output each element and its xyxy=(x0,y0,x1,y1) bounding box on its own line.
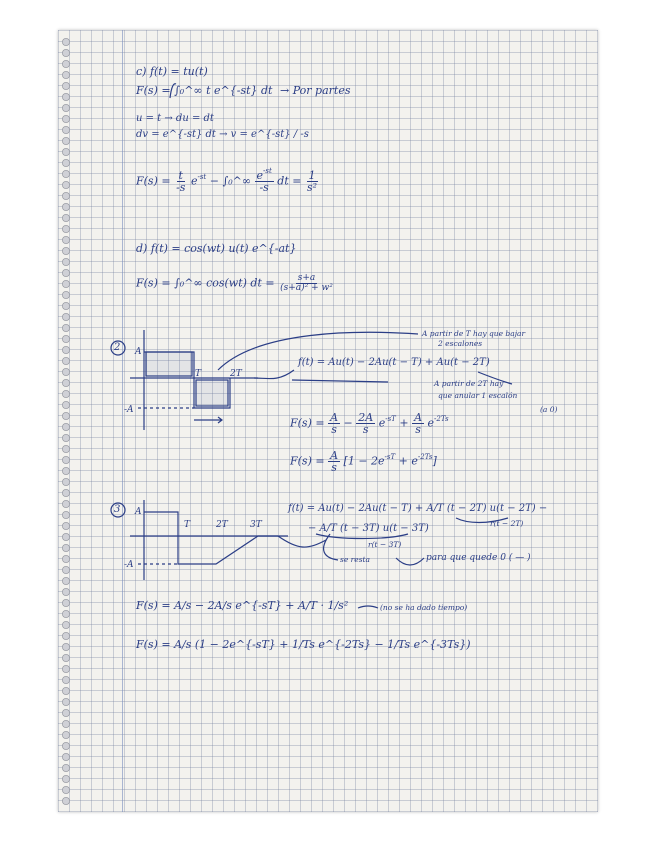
c-parts-note: → Por partes xyxy=(280,84,351,97)
p2-f2-num: 2A xyxy=(358,411,374,424)
p2-f2-body: [1 − 2e xyxy=(343,454,385,468)
c-integral-stroke xyxy=(170,84,176,98)
c-result-one: 1 xyxy=(308,169,316,182)
p2-f1-den: s xyxy=(331,423,337,436)
notebook-page xyxy=(58,30,598,812)
c-result-ms-2: -s xyxy=(259,181,269,194)
p3-equation-2: − A/T (t − 3T) u(t − 3T) xyxy=(308,523,429,534)
c-heading: c) f(t) = tu(t) xyxy=(136,65,208,78)
p3-arrow-eq xyxy=(278,536,326,547)
p3-laplace-1: F(s) = A/s − 2A/s e^{-sT} + A/T · 1/s² xyxy=(136,599,349,612)
c-result-e-pow: -st xyxy=(263,167,272,175)
c-dv: dv = e^{-st} dt → v = e^{-st} / -s xyxy=(136,129,309,140)
p2-note-right2: que anular 1 escalón xyxy=(438,391,518,400)
c-result-exp: e xyxy=(190,174,198,188)
p2-underline xyxy=(292,380,388,382)
p2-area-pos xyxy=(146,352,192,376)
p2-f2-d: s xyxy=(331,461,337,474)
c-result-exp-pow: -st xyxy=(197,172,207,181)
p2-f1-num: A xyxy=(330,411,339,424)
p3-equation-1: f(t) = Au(t) − 2Au(t − T) + A/T (t − 2T) u(t − 2T) − xyxy=(288,503,548,514)
p3-laplace-2: F(s) = A/s (1 − 2e^{-sT} + 1/Ts e^{-2Ts} − 1/Ts e^{-3Ts}) xyxy=(136,638,471,651)
p3-circle xyxy=(111,503,125,517)
p2-f2-den: s xyxy=(362,423,369,436)
p2-arrow-eq xyxy=(254,370,294,379)
c-result-s2: s² xyxy=(306,181,318,194)
d-heading: d) f(t) = cos(wt) u(t) e^{-at} xyxy=(136,242,297,255)
p2-f3-den: s xyxy=(415,423,421,436)
sketches xyxy=(58,30,598,812)
p2-f-end: e xyxy=(427,416,435,430)
p2-f-end-pow: -2Ts xyxy=(434,414,449,423)
p3-wave-dash xyxy=(358,606,378,608)
p2-f3-num: A xyxy=(414,411,423,424)
p2-arrow-note-top xyxy=(218,332,418,370)
p2-f2-close: ] xyxy=(432,454,437,468)
p3-note-resta: se resta xyxy=(340,555,371,564)
p2-note-right3: (a 0) xyxy=(540,405,558,414)
p3-arrow-quede xyxy=(396,558,424,565)
p3-label-t: T xyxy=(184,520,191,530)
p2-equation: f(t) = Au(t) − 2Au(t − T) + Au(t − 2T) xyxy=(298,357,490,368)
p3-label-2t: 2T xyxy=(216,520,228,530)
d-integral: F(s) = ∫₀^∞ cos(wt) dt = xyxy=(136,276,275,290)
c-result-dt: dt = xyxy=(277,174,302,188)
p3-label-neg-a: -A xyxy=(124,560,134,570)
p2-laplace-1: F(s) = $\frac{A}{s}$ − $\frac{2A}{s}$ $e^{-sT}$ + $\frac{A}{s}$ $e^{-2Ts}$ xyxy=(290,411,449,436)
p2-f2-lhs: F(s) = xyxy=(290,454,325,468)
p3-laplace-note: (no se ha dado tiempo) xyxy=(380,603,468,612)
p2-note-top2: 2 escalones xyxy=(438,339,483,348)
p3-waveform xyxy=(144,512,278,564)
c-result-t: t xyxy=(178,169,183,182)
p2-arrow xyxy=(194,417,222,423)
c-result-int: ∫₀^∞ xyxy=(222,174,251,188)
p2-f2-n: A xyxy=(330,449,339,462)
p3-note-quede: para que quede 0 ( — ) xyxy=(426,553,531,563)
p2-f-mid-pow: -sT xyxy=(385,414,396,423)
p2-area-neg xyxy=(196,380,228,406)
p2-f-mid: e xyxy=(378,416,386,430)
c-result-e: e xyxy=(256,169,264,182)
p2-note-top: A partir de T hay que bajar xyxy=(422,329,526,338)
p3-equation-1-under: r(t − 2T) xyxy=(490,519,524,528)
p3-equation-2-under: r(t − 3T) xyxy=(368,540,402,549)
p2-f2-pow1: -sT xyxy=(384,452,396,461)
c-result-minus: − xyxy=(209,174,219,188)
p2-f-lhs: F(s) = xyxy=(290,416,325,430)
p3-label-a: A xyxy=(135,507,142,517)
c-integral: F(s) = ∫₀^∞ t e^{-st} dt xyxy=(136,84,273,97)
p2-label-neg-a: -A xyxy=(124,405,134,415)
p2-circle xyxy=(111,341,125,355)
p2-note-right1: A partir de 2T hay xyxy=(434,379,504,388)
p3-underbrace-1 xyxy=(456,518,508,523)
c-u: u = t → du = dt xyxy=(136,113,214,124)
p2-number: 2 xyxy=(114,342,121,353)
c-result-lhs: F(s) = xyxy=(136,174,171,188)
p3-label-3t: 3T xyxy=(250,520,262,530)
d-num: s+a xyxy=(297,273,316,283)
c-result-ms: -s xyxy=(176,181,186,194)
d-den: (s+a)² + w² xyxy=(280,283,333,293)
p2-label-2t: 2T xyxy=(230,369,242,379)
p2-f2-mid: + e xyxy=(395,454,418,468)
p2-arrow-note-right xyxy=(478,372,512,384)
p2-f2-pow2: -2Ts xyxy=(417,452,433,461)
p3-number: 3 xyxy=(114,504,121,515)
p2-label-t: T xyxy=(195,369,202,379)
p2-label-a: A xyxy=(135,347,142,357)
